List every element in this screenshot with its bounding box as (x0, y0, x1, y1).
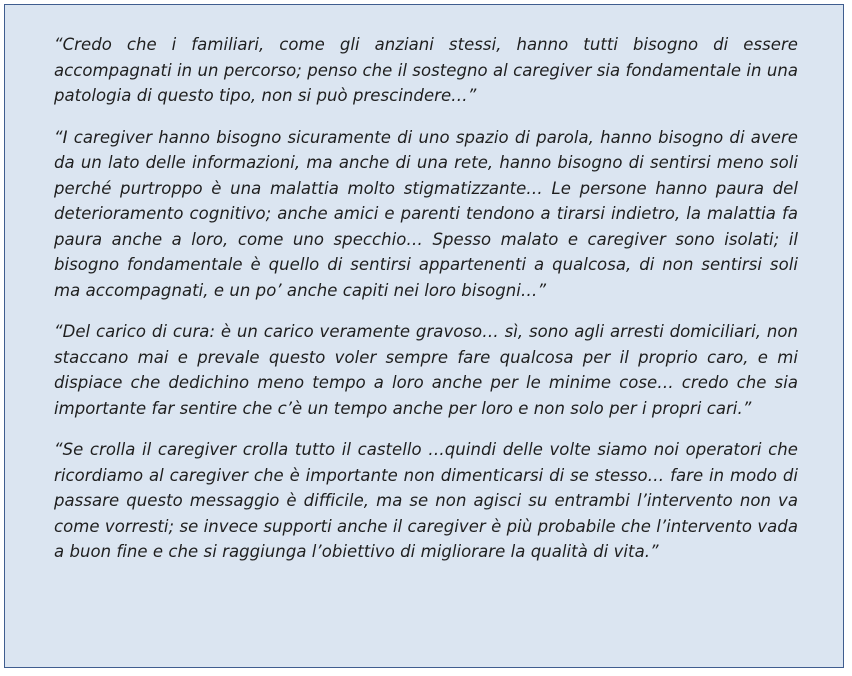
quote-paragraph: “I caregiver hanno bisogno sicuramente di uno spazio di parola, hanno bisogno di avere da un lato delle informazioni, ma anche di una rete, hanno bisogno di sentirsi meno soli perché purtroppo è una malattia molto stigmatizzante… Le persone hanno paura del deterioramento cognitivo; anche amici e parenti tendono a tirarsi indietro, la malattia fa paura anche a loro, come uno specchio… Spesso malato e caregiver sono isolati; il bisogno fondamentale è quello di sentirsi appartenenti a qualcosa, di non sentirsi soli ma accompagnati, e un po’ anche capiti nei loro bisogni…” (54, 127, 798, 300)
quote-paragraph: “Se crolla il caregiver crolla tutto il castello …quindi delle volte siamo noi operatori che ricordiamo al caregiver che è importante non dimenticarsi di se stesso… fare in modo di passare questo messaggio è difficile, ma se non agisci su entrambi l’intervento non va come vorresti; se invece supporti anche il caregiver è più probabile che l’intervento vada a buon fine e che si raggiunga l’obiettivo di migliorare la qualità di vita.” (54, 440, 798, 561)
quotes-container (54, 32, 798, 581)
quote-box (4, 4, 844, 668)
quote-paragraph: “Credo che i familiari, come gli anziani stessi, hanno tutti bisogno di essere accompagnati in un percorso; penso che il sostegno al caregiver sia fondamentale in una patologia di questo tipo, non si può prescindere…” (54, 35, 798, 105)
quote-paragraph: “Del carico di cura: è un carico veramente gravoso… sì, sono agli arresti domiciliari, non staccano mai e prevale questo voler sempre fare qualcosa per il proprio caro, e mi dispiace che dedichino meno tempo a loro anche per le minime cose… credo che sia importante far sentire che c’è un tempo anche per loro e non solo per i propri cari.” (54, 322, 798, 418)
